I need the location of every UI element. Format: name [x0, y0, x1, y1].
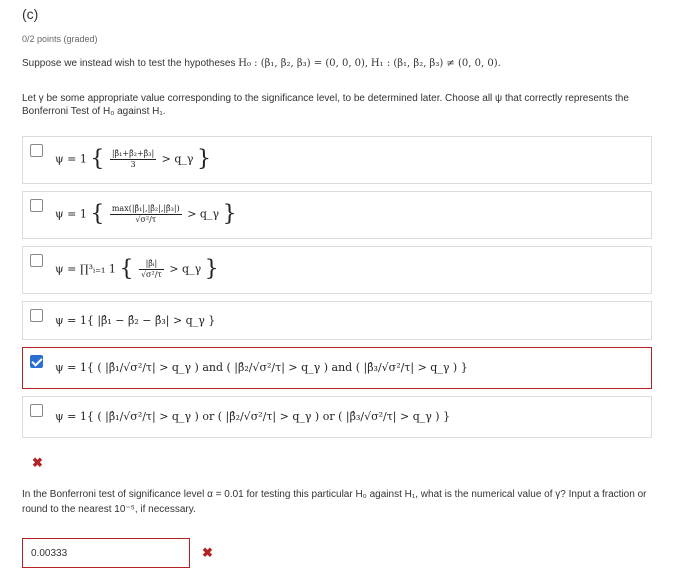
option-1-numerator: |β̂₁+β̂₂+β̂₃| [111, 149, 155, 158]
option-2[interactable] [22, 191, 652, 239]
part-label: (c) [22, 6, 39, 22]
option-5[interactable] [22, 347, 652, 389]
option-1-checkbox[interactable] [30, 144, 43, 157]
problem-text: Suppose we instead wish to test the hypotheses [22, 58, 236, 69]
alt-hypothesis: H₁ : (β₁, β₂, β₃) ≠ (0, 0, 0). [370, 58, 501, 69]
option-3[interactable] [22, 246, 652, 294]
option-4-checkbox[interactable] [30, 309, 43, 322]
right-brace: } [222, 201, 237, 227]
question-text: In the Bonferroni test of significance level α = 0.01 for testing this particular H₀ against H₁, what is the numerical value of γ? Input a fraction or round to the nearest 10⁻⁵, if necessary. [22, 489, 647, 515]
instruction-text: Let γ be some appropriate value corresponding to the significance level, to be determined later. Choose all ψ that correctly represents the Bonferroni Test of H₀ against H₁. [22, 93, 629, 117]
option-2-tail: > q_γ [187, 207, 220, 221]
option-1-fraction [110, 149, 156, 170]
problem-statement [22, 57, 662, 71]
option-3-denominator: √σ²/τ [140, 270, 162, 279]
option-1[interactable] [22, 136, 652, 184]
option-3-formula [55, 256, 219, 282]
option-4-formula: ψ = 1{ |β̂₁ − β̂₂ − β̂₃| > q_γ } [55, 314, 216, 327]
option-4[interactable] [22, 301, 652, 340]
option-5-formula: ψ = 1{ ( |β̂₁/√σ²/τ| > q_γ ) and ( |β̂₂/√σ²/τ| > q_γ ) and ( |β̂₃/√σ²/τ| > q_γ ) } [55, 361, 468, 374]
option-2-lead: ψ = 1 [55, 207, 87, 221]
right-brace: } [204, 256, 219, 282]
left-brace: { [119, 256, 134, 282]
option-2-formula [55, 201, 237, 227]
option-5-checkbox[interactable] [30, 355, 43, 368]
option-6-checkbox[interactable] [30, 404, 43, 417]
options-wrong-icon: ✖ [32, 455, 43, 470]
option-3-tail: > q_γ [169, 262, 202, 276]
option-2-numerator: max(|β̂₁|,|β̂₂|,|β̂₃|) [111, 204, 180, 213]
left-brace: { [90, 201, 105, 227]
option-2-denominator: √σ²/τ [135, 215, 157, 224]
option-1-formula [55, 146, 211, 172]
right-brace: } [196, 146, 211, 172]
option-3-fraction [139, 259, 164, 280]
answer-input[interactable] [22, 538, 190, 568]
points-label: 0/2 points (graded) [22, 34, 98, 44]
option-1-tail: > q_γ [161, 152, 194, 166]
option-2-fraction [110, 204, 182, 225]
option-3-lead: ψ = ∏³ᵢ₌₁ 1 [55, 262, 116, 276]
answer-wrong-icon: ✖ [202, 545, 213, 560]
option-1-denominator: 3 [130, 160, 136, 169]
option-6-formula: ψ = 1{ ( |β̂₁/√σ²/τ| > q_γ ) or ( |β̂₂/√σ²/τ| > q_γ ) or ( |β̂₃/√σ²/τ| > q_γ ) } [55, 410, 451, 423]
option-2-checkbox[interactable] [30, 199, 43, 212]
option-3-numerator: |β̂ᵢ| [139, 259, 164, 270]
option-6[interactable] [22, 396, 652, 438]
option-1-lead: ψ = 1 [55, 152, 87, 166]
left-brace: { [90, 146, 105, 172]
options-list [22, 136, 652, 445]
null-hypothesis: H₀ : (β₁, β₂, β₃) = (0, 0, 0), [238, 58, 369, 69]
option-3-checkbox[interactable] [30, 254, 43, 267]
